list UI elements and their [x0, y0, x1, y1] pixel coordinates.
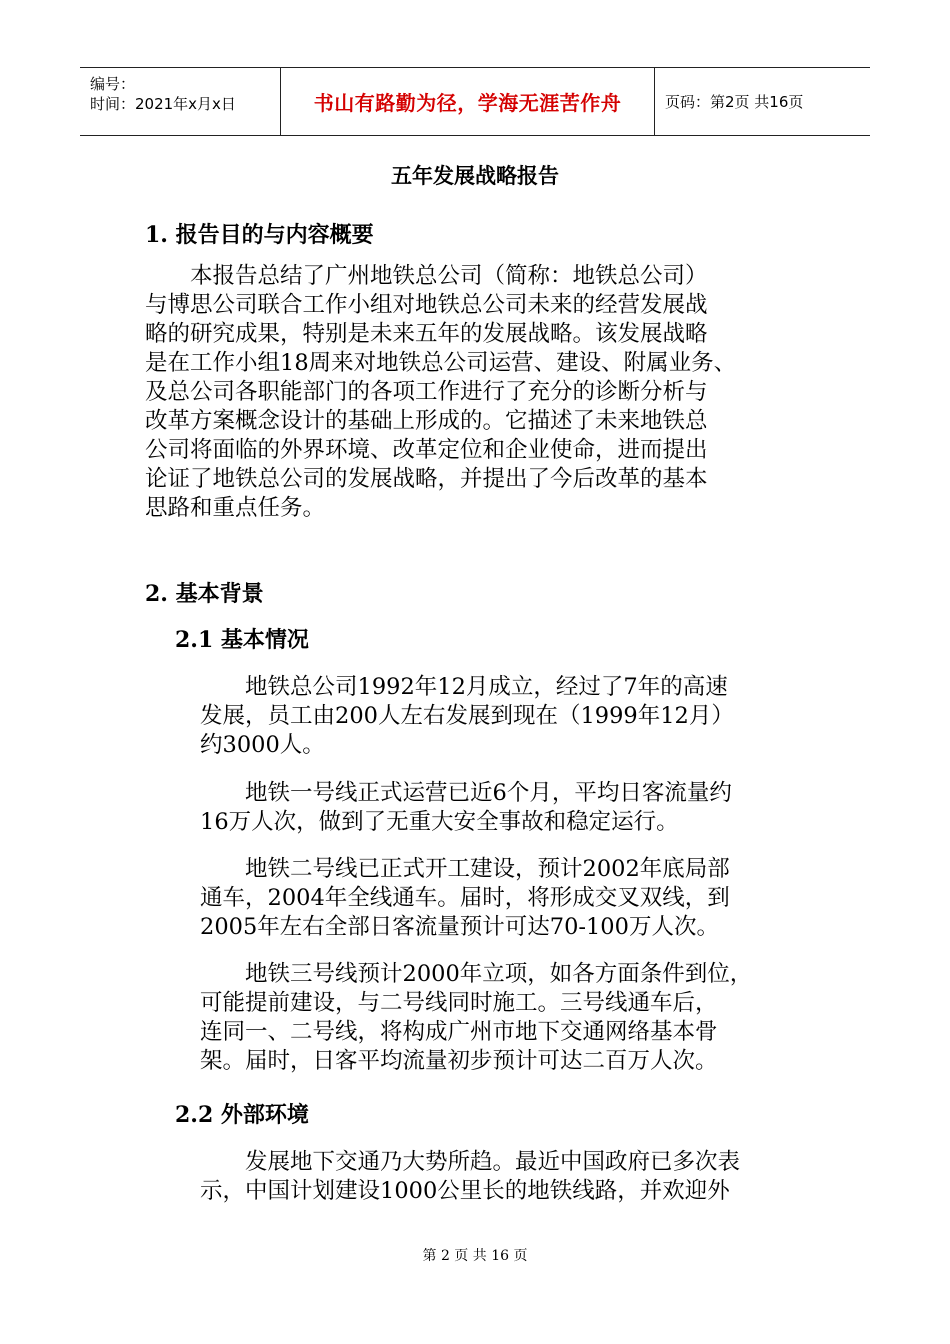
- number-label: 编号：: [90, 75, 136, 93]
- header-left-cell: [80, 68, 280, 135]
- page-footer: 第 2 页 共 16 页: [422, 1248, 528, 1264]
- text-line: 思路和重点任务。: [145, 495, 326, 521]
- text-line: 2005年左右全部日客流量预计可达70-100万人次。: [200, 914, 719, 940]
- text-line: 架。届时，日客平均流量初步预计可达二百万人次。: [200, 1048, 718, 1074]
- paragraph-external-1: [200, 1148, 740, 1206]
- motto-text: 书山有路勤为径，学海无涯苦作舟: [313, 91, 622, 115]
- text-line: 改革方案概念设计的基础上形成的。它描述了未来地铁总: [145, 408, 708, 434]
- page-header: [80, 67, 870, 136]
- text-line: 地铁总公司1992年12月成立，经过了7年的高速: [200, 674, 728, 700]
- text-line: 地铁三号线预计2000年立项，如各方面条件到位，: [200, 961, 753, 987]
- text-line: 可能提前建设，与二号线同时施工。三号线通车后，: [200, 990, 718, 1016]
- text-line: 地铁二号线已正式开工建设，预计2002年底局部: [200, 856, 730, 882]
- page-info: 页码：第2页 共16页: [665, 93, 804, 111]
- text-line: 约3000人。: [200, 732, 325, 758]
- time-label: 时间：2021年x月x日: [90, 95, 236, 113]
- section-1-paragraph: [145, 262, 736, 523]
- text-line: 地铁一号线正式运营已近6个月，平均日客流量约: [200, 780, 732, 806]
- text-line: 论证了地铁总公司的发展战略，并提出了今后改革的基本: [145, 466, 708, 492]
- header-page-cell: [655, 68, 870, 135]
- paragraph-basic-1: [200, 673, 734, 760]
- text-line: 公司将面临的外界环境、改革定位和企业使命，进而提出: [145, 437, 708, 463]
- text-line: 发展地下交通乃大势所趋。最近中国政府已多次表: [200, 1149, 741, 1175]
- text-line: 略的研究成果，特别是未来五年的发展战略。该发展战略: [145, 321, 708, 347]
- section-1-heading: 1. 报告目的与内容概要: [145, 222, 374, 248]
- text-line: 发展，员工由200人左右发展到现在（1999年12月）: [200, 703, 734, 729]
- text-line: 本报告总结了广州地铁总公司（简称：地铁总公司）: [145, 263, 708, 289]
- text-line: 与博思公司联合工作小组对地铁总公司未来的经营发展战: [145, 292, 708, 318]
- text-line: 连同一、二号线，将构成广州市地下交通网络基本骨: [200, 1019, 718, 1045]
- text-line: 及总公司各职能部门的各项工作进行了充分的诊断分析与: [145, 379, 708, 405]
- header-motto-cell: [280, 68, 655, 135]
- section-2-heading: 2. 基本背景: [145, 581, 264, 607]
- paragraph-basic-3: [200, 855, 730, 942]
- text-line: 通车，2004年全线通车。届时，将形成交叉双线，到: [200, 885, 730, 911]
- paragraph-basic-2: [200, 779, 732, 837]
- paragraph-basic-4: [200, 960, 752, 1076]
- section-2-1-heading: 2.1 基本情况: [175, 627, 309, 653]
- document-title: 五年发展战略报告: [391, 163, 559, 188]
- text-line: 是在工作小组18周来对地铁总公司运营、建设、附属业务、: [145, 350, 737, 376]
- section-2-2-heading: 2.2 外部环境: [175, 1102, 309, 1128]
- text-line: 16万人次，做到了无重大安全事故和稳定运行。: [200, 809, 679, 835]
- text-line: 示，中国计划建设1000公里长的地铁线路，并欢迎外: [200, 1178, 730, 1204]
